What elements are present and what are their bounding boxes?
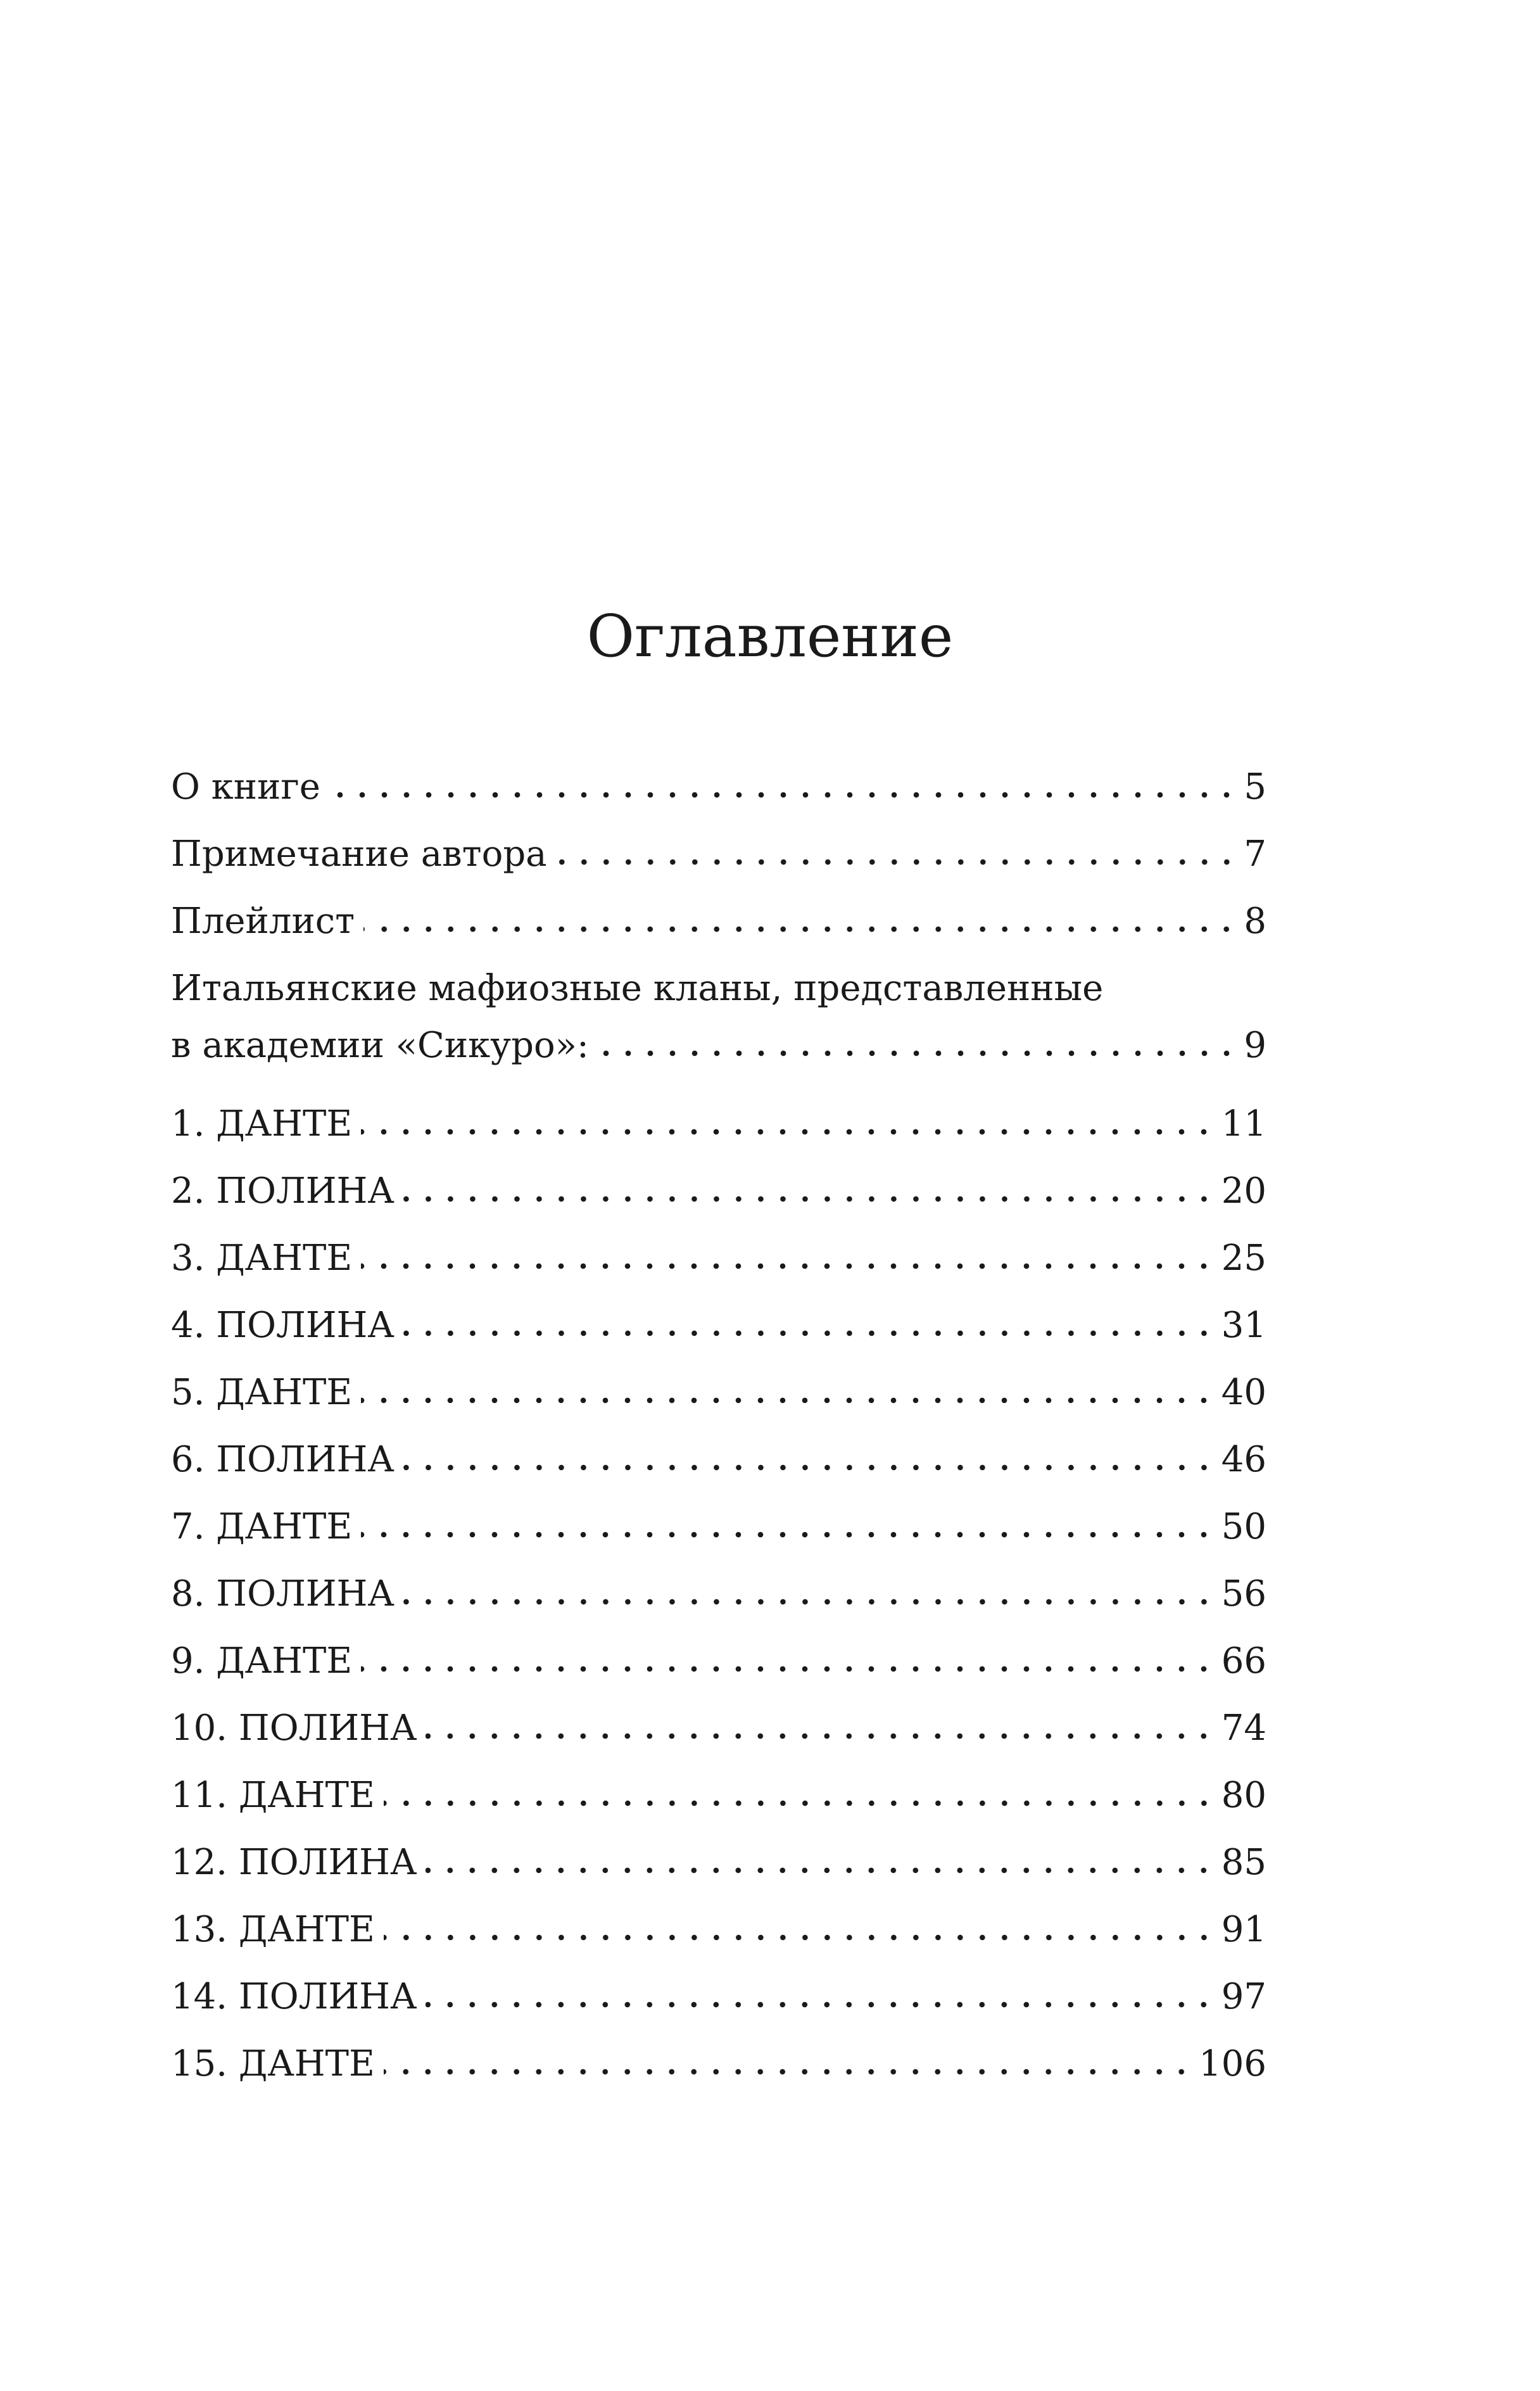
toc-entry-label: 6. ПОЛИНА	[171, 1439, 394, 1480]
toc-page-number: 40	[1221, 1372, 1266, 1413]
toc-entry-author-note[interactable]	[171, 821, 1266, 888]
toc-entry-chapter-2[interactable]	[171, 1158, 1266, 1225]
toc-entry-chapter-6[interactable]	[171, 1426, 1266, 1494]
toc-page-number: 7	[1244, 834, 1266, 875]
dot-leader	[361, 1665, 1215, 1673]
toc-entry-chapter-5[interactable]	[171, 1359, 1266, 1426]
dot-leader	[403, 1195, 1215, 1203]
dot-leader	[361, 1262, 1215, 1270]
toc-page-number: 11	[1221, 1103, 1266, 1145]
dot-leader	[361, 1397, 1215, 1404]
toc-page-number: 66	[1221, 1640, 1266, 1682]
toc-entry-chapter-13[interactable]	[171, 1896, 1266, 1963]
toc-entry-label: 11. ДАНТЕ	[171, 1775, 375, 1816]
toc-page-number: 56	[1221, 1573, 1266, 1614]
toc-entry-chapter-14[interactable]	[171, 1963, 1266, 2031]
toc-entry-label: 2. ПОЛИНА	[171, 1170, 394, 1212]
toc-page-number: 20	[1221, 1170, 1266, 1212]
toc-entry-label: 15. ДАНТЕ	[171, 2043, 375, 2084]
dot-leader	[403, 1329, 1215, 1337]
toc-page-number: 97	[1221, 1976, 1266, 2017]
dot-leader	[363, 925, 1237, 933]
dot-leader	[384, 1799, 1215, 1807]
toc-page-number: 74	[1221, 1708, 1266, 1749]
toc-entry-label: 4. ПОЛИНА	[171, 1305, 394, 1346]
dot-leader	[598, 1050, 1238, 1057]
toc-entry-chapter-7[interactable]	[171, 1494, 1266, 1561]
toc-page-number: 50	[1221, 1506, 1266, 1547]
toc-entry-chapter-4[interactable]	[171, 1292, 1266, 1359]
toc-page-number: 8	[1244, 901, 1266, 942]
toc-entry-label: 1. ДАНТЕ	[171, 1103, 353, 1145]
toc-entry-label: 12. ПОЛИНА	[171, 1842, 417, 1883]
toc-entry-about-book[interactable]	[171, 754, 1266, 821]
toc-page-number: 91	[1221, 1909, 1266, 1950]
dot-leader	[426, 2001, 1215, 2008]
toc-entry-label: 13. ДАНТЕ	[171, 1909, 375, 1950]
dot-leader	[384, 1934, 1215, 1941]
dot-leader	[426, 1732, 1215, 1740]
dot-leader	[361, 1531, 1215, 1538]
toc-entry-chapter-10[interactable]	[171, 1695, 1266, 1762]
dot-leader	[556, 858, 1238, 866]
toc-entry-label: 3. ДАНТЕ	[171, 1238, 353, 1279]
toc-page-number: 80	[1221, 1775, 1266, 1816]
toc-entry-chapter-9[interactable]	[171, 1628, 1266, 1695]
dot-leader	[426, 1867, 1215, 1874]
toc-entry-label: 7. ДАНТЕ	[171, 1506, 353, 1547]
toc-page-number: 5	[1244, 766, 1266, 808]
toc-page-number: 31	[1221, 1305, 1266, 1346]
toc-entry-chapter-1[interactable]	[171, 1091, 1266, 1158]
dot-leader	[384, 2068, 1192, 2076]
toc-entry-chapter-3[interactable]	[171, 1225, 1266, 1292]
dot-leader	[361, 1128, 1215, 1136]
dot-leader	[403, 1598, 1215, 1606]
toc-list	[171, 754, 1266, 2098]
toc-entry-label: 10. ПОЛИНА	[171, 1708, 417, 1749]
toc-page-number: 9	[1244, 1025, 1266, 1066]
toc-page-number: 85	[1221, 1842, 1266, 1883]
toc-entry-label: 9. ДАНТЕ	[171, 1640, 353, 1682]
toc-entry-chapter-11[interactable]	[171, 1762, 1266, 1829]
toc-entry-label: 14. ПОЛИНА	[171, 1976, 417, 2017]
toc-page-number: 106	[1199, 2043, 1266, 2084]
toc-entry-chapter-12[interactable]	[171, 1829, 1266, 1896]
toc-entry-label: Плейлист	[171, 901, 355, 942]
toc-entry-label: 8. ПОЛИНА	[171, 1573, 394, 1614]
toc-entry-mafia-clans-line1[interactable]	[171, 955, 1266, 1012]
toc-page-number: 25	[1221, 1238, 1266, 1279]
toc-entry-label: О книге	[171, 766, 320, 808]
toc-page-number: 46	[1221, 1439, 1266, 1480]
toc-entry-label: в академии «Сикуро»:	[171, 1025, 589, 1066]
toc-entry-playlist[interactable]	[171, 888, 1266, 955]
toc-entry-label: Примечание автора	[171, 834, 547, 875]
toc-entry-label: Итальянские мафиозные кланы, представленные	[171, 968, 1104, 1009]
dot-leader	[329, 791, 1238, 799]
toc-title: Оглавление	[586, 602, 954, 670]
toc-entry-chapter-15[interactable]	[171, 2031, 1266, 2098]
toc-entry-chapter-8[interactable]	[171, 1561, 1266, 1628]
toc-entry-label: 5. ДАНТЕ	[171, 1372, 353, 1413]
dot-leader	[403, 1464, 1215, 1471]
